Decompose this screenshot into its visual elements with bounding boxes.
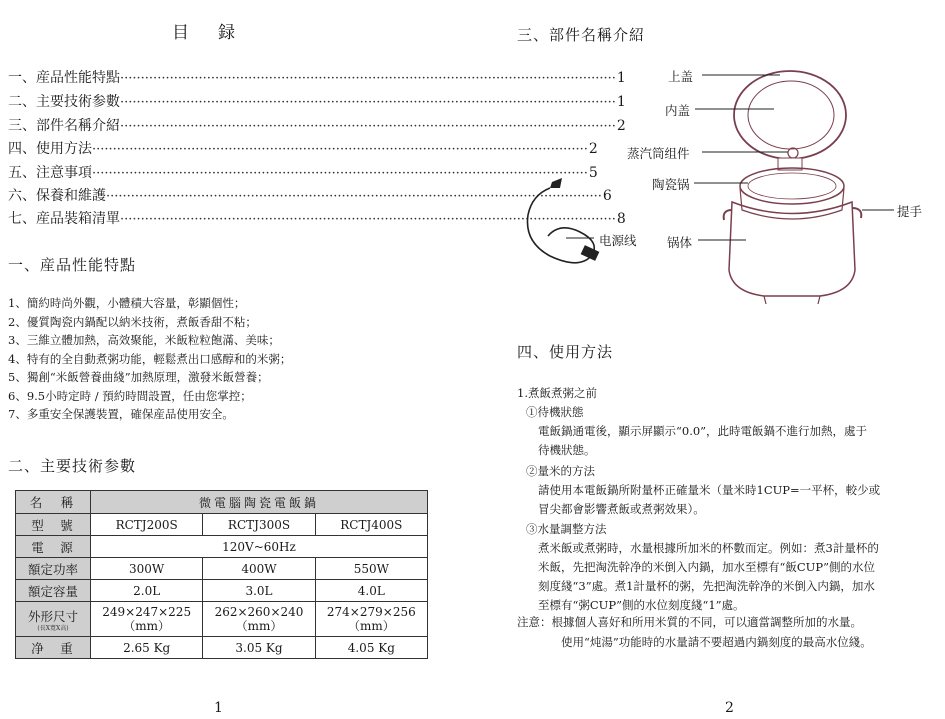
toc-entry-label: 五、注意事項 [8,165,92,181]
toc-entry-page: 6 [602,188,612,204]
spec-header-title: 微電腦陶瓷電飯鍋 [91,491,428,514]
usage-item-line: 待機狀態。 [538,443,596,457]
spec-row-name: 電 源 [16,536,91,558]
spec-cell: 3.05 Kg [203,637,315,659]
usage-item-title: ③水量調整方法 [526,522,607,536]
spec-cell: 4.0L [315,580,427,602]
toc-entry-page: 1 [616,70,626,86]
spec-cell: 274×279×256 （mm） [315,602,427,637]
usage-item-title: ②量米的方法 [526,464,595,478]
steam-vent-shape [788,148,798,158]
usage-item-line: 電飯鍋通電後，顯示屏顯示“0.0”，此時電飯鍋不進行加熱，處于 [538,424,868,438]
spec-row-name: 净 重 [16,637,91,659]
spec-cell: RCTJ300S [203,514,315,536]
section4-title: 四、使用方法 [517,343,614,361]
feature-item: 2、優質陶瓷内鍋配以納米技術，煮飯香甜不粘； [8,314,257,329]
toc-entry [8,208,626,228]
usage-item-line: 至標有“粥CUP”側的水位刻度綫“1”處。 [538,598,745,612]
spec-cell: 2.0L [91,580,203,602]
toc-entry-label: 二、主要技術参數 [8,94,120,110]
section1-title: 一、産品性能特點 [8,256,137,274]
part-label-handle: 提手 [897,204,923,219]
toc-leader-dots: ························································································································ [92,142,588,157]
spec-cell: 2.65 Kg [91,637,203,659]
usage-item-line: 煮米飯或煮粥時，水量根據所加米的杯數而定。例如：煮3計量杯的 [538,541,879,555]
note-line: 使用“炖湯”功能時的水量請不要超過内鍋刻度的最高水位綫。 [561,635,872,649]
toc-entry-label: 七、産品裝箱清單 [8,211,120,227]
toc-entry [8,115,626,135]
toc-entry-label: 三、部件名稱介紹 [8,118,120,134]
spec-row-name [16,602,91,637]
subsection-title: 1.煮飯煮粥之前 [517,386,597,400]
section3-title: 三、部件名稱介紹 [517,26,646,44]
part-label-steam-vent: 蒸汽筒组件 [627,146,690,161]
spec-row-name: 型 號 [16,514,91,536]
top-lid-shape [734,71,846,159]
feature-item: 3、三維立體加熱，高效聚能，米飯粒粒飽滿、美味； [8,333,280,347]
note-line: 注意：根據個人喜好和所用米質的不同，可以適當調整所加的水量。 [517,615,862,629]
spec-cell: 4.05 Kg [315,637,427,659]
part-label-power-cord: 电源线 [599,233,637,248]
toc-entry-label: 四、使用方法 [8,141,92,157]
toc-entry-page: 2 [616,118,626,134]
spec-cell: 400W [203,558,315,580]
part-label-body: 锅体 [667,235,693,250]
toc-entry-page: 5 [588,165,598,181]
toc-leader-dots: ························································································································ [120,119,616,134]
feature-item: 5、獨創“米飯營養曲綫”加熱原理，激發米飯營養； [8,370,269,384]
toc-entry [8,162,598,182]
spec-row-name: 額定功率 [16,558,91,580]
spec-cell: 249×247×225 （mm） [91,602,203,637]
toc-entry [8,67,626,87]
part-label-top-lid: 上盖 [668,69,694,84]
section2-title: 二、主要技術参數 [8,457,137,475]
toc-title: 目 録 [172,23,241,43]
usage-item-line: 刻度綫“3”處。煮1計量杯的粥，先把淘洗幹净的米倒入内鍋，加水 [538,579,875,593]
toc-entry [8,185,612,205]
spec-dimension-note: (長X寬X高) [37,624,69,632]
feature-item: 6、9.5小時定時 / 預約時間設置，任由您掌控； [8,388,252,403]
spec-cell: RCTJ400S [315,514,427,536]
spec-dimension-label: 外形尺寸 [27,608,78,624]
spec-cell: RCTJ200S [91,514,203,536]
toc-leader-dots: ························································································································ [92,166,588,181]
toc-entry [8,91,626,111]
spec-table [15,490,428,659]
page-number-right: 2 [725,700,734,716]
toc-entry-page: 2 [588,141,598,157]
toc-leader-dots: ························································································································ [120,71,616,86]
power-plug-shape [581,245,600,261]
spec-header-name: 名 稱 [16,491,91,514]
toc-entry-label: 六、保養和維護 [8,188,106,204]
spec-cell: 262×260×240 （mm） [203,602,315,637]
page-number-left: 1 [214,700,223,716]
inner-lid-shape [748,81,834,149]
part-label-inner-lid: 内盖 [665,103,691,118]
spec-cell: 120V~60Hz [91,536,428,558]
usage-item-line: 冒尖都會影響煮飯或煮粥效果）。 [538,502,705,516]
rice-cooker-diagram [510,60,940,320]
toc-leader-dots: ························································································································ [106,189,602,204]
usage-item-title: ①待機狀態 [526,405,584,419]
part-label-ceramic-pot: 陶瓷锅 [652,177,690,192]
feature-item: 4、特有的全自動煮粥功能，輕鬆煮出口感醇和的米粥； [8,351,292,366]
usage-item-line: 請使用本電飯鍋所附量杯正確量米（量米時1CUP=一平杯，較少或 [538,483,881,497]
spec-cell: 550W [315,558,427,580]
spec-cell: 3.0L [203,580,315,602]
feature-item: 1、簡約時尚外觀，小體積大容量，彰顯個性； [8,296,246,310]
toc-leader-dots: ························································································································ [120,95,616,110]
spec-row-name: 額定容量 [16,580,91,602]
toc-leader-dots: ························································································································ [120,212,616,227]
spec-cell: 300W [91,558,203,580]
feature-item: 7、多重安全保護裝置，確保産品使用安全。 [8,407,234,421]
usage-item-line: 米飯，先把淘洗幹净的米倒入内鍋，加水至標有“飯CUP”側的水位 [538,560,875,574]
cooker-body-shape [729,202,855,296]
toc-entry-label: 一、産品性能特點 [8,70,120,86]
toc-entry-page: 8 [616,211,626,227]
toc-entry [8,138,598,158]
toc-entry-page: 1 [616,94,626,110]
